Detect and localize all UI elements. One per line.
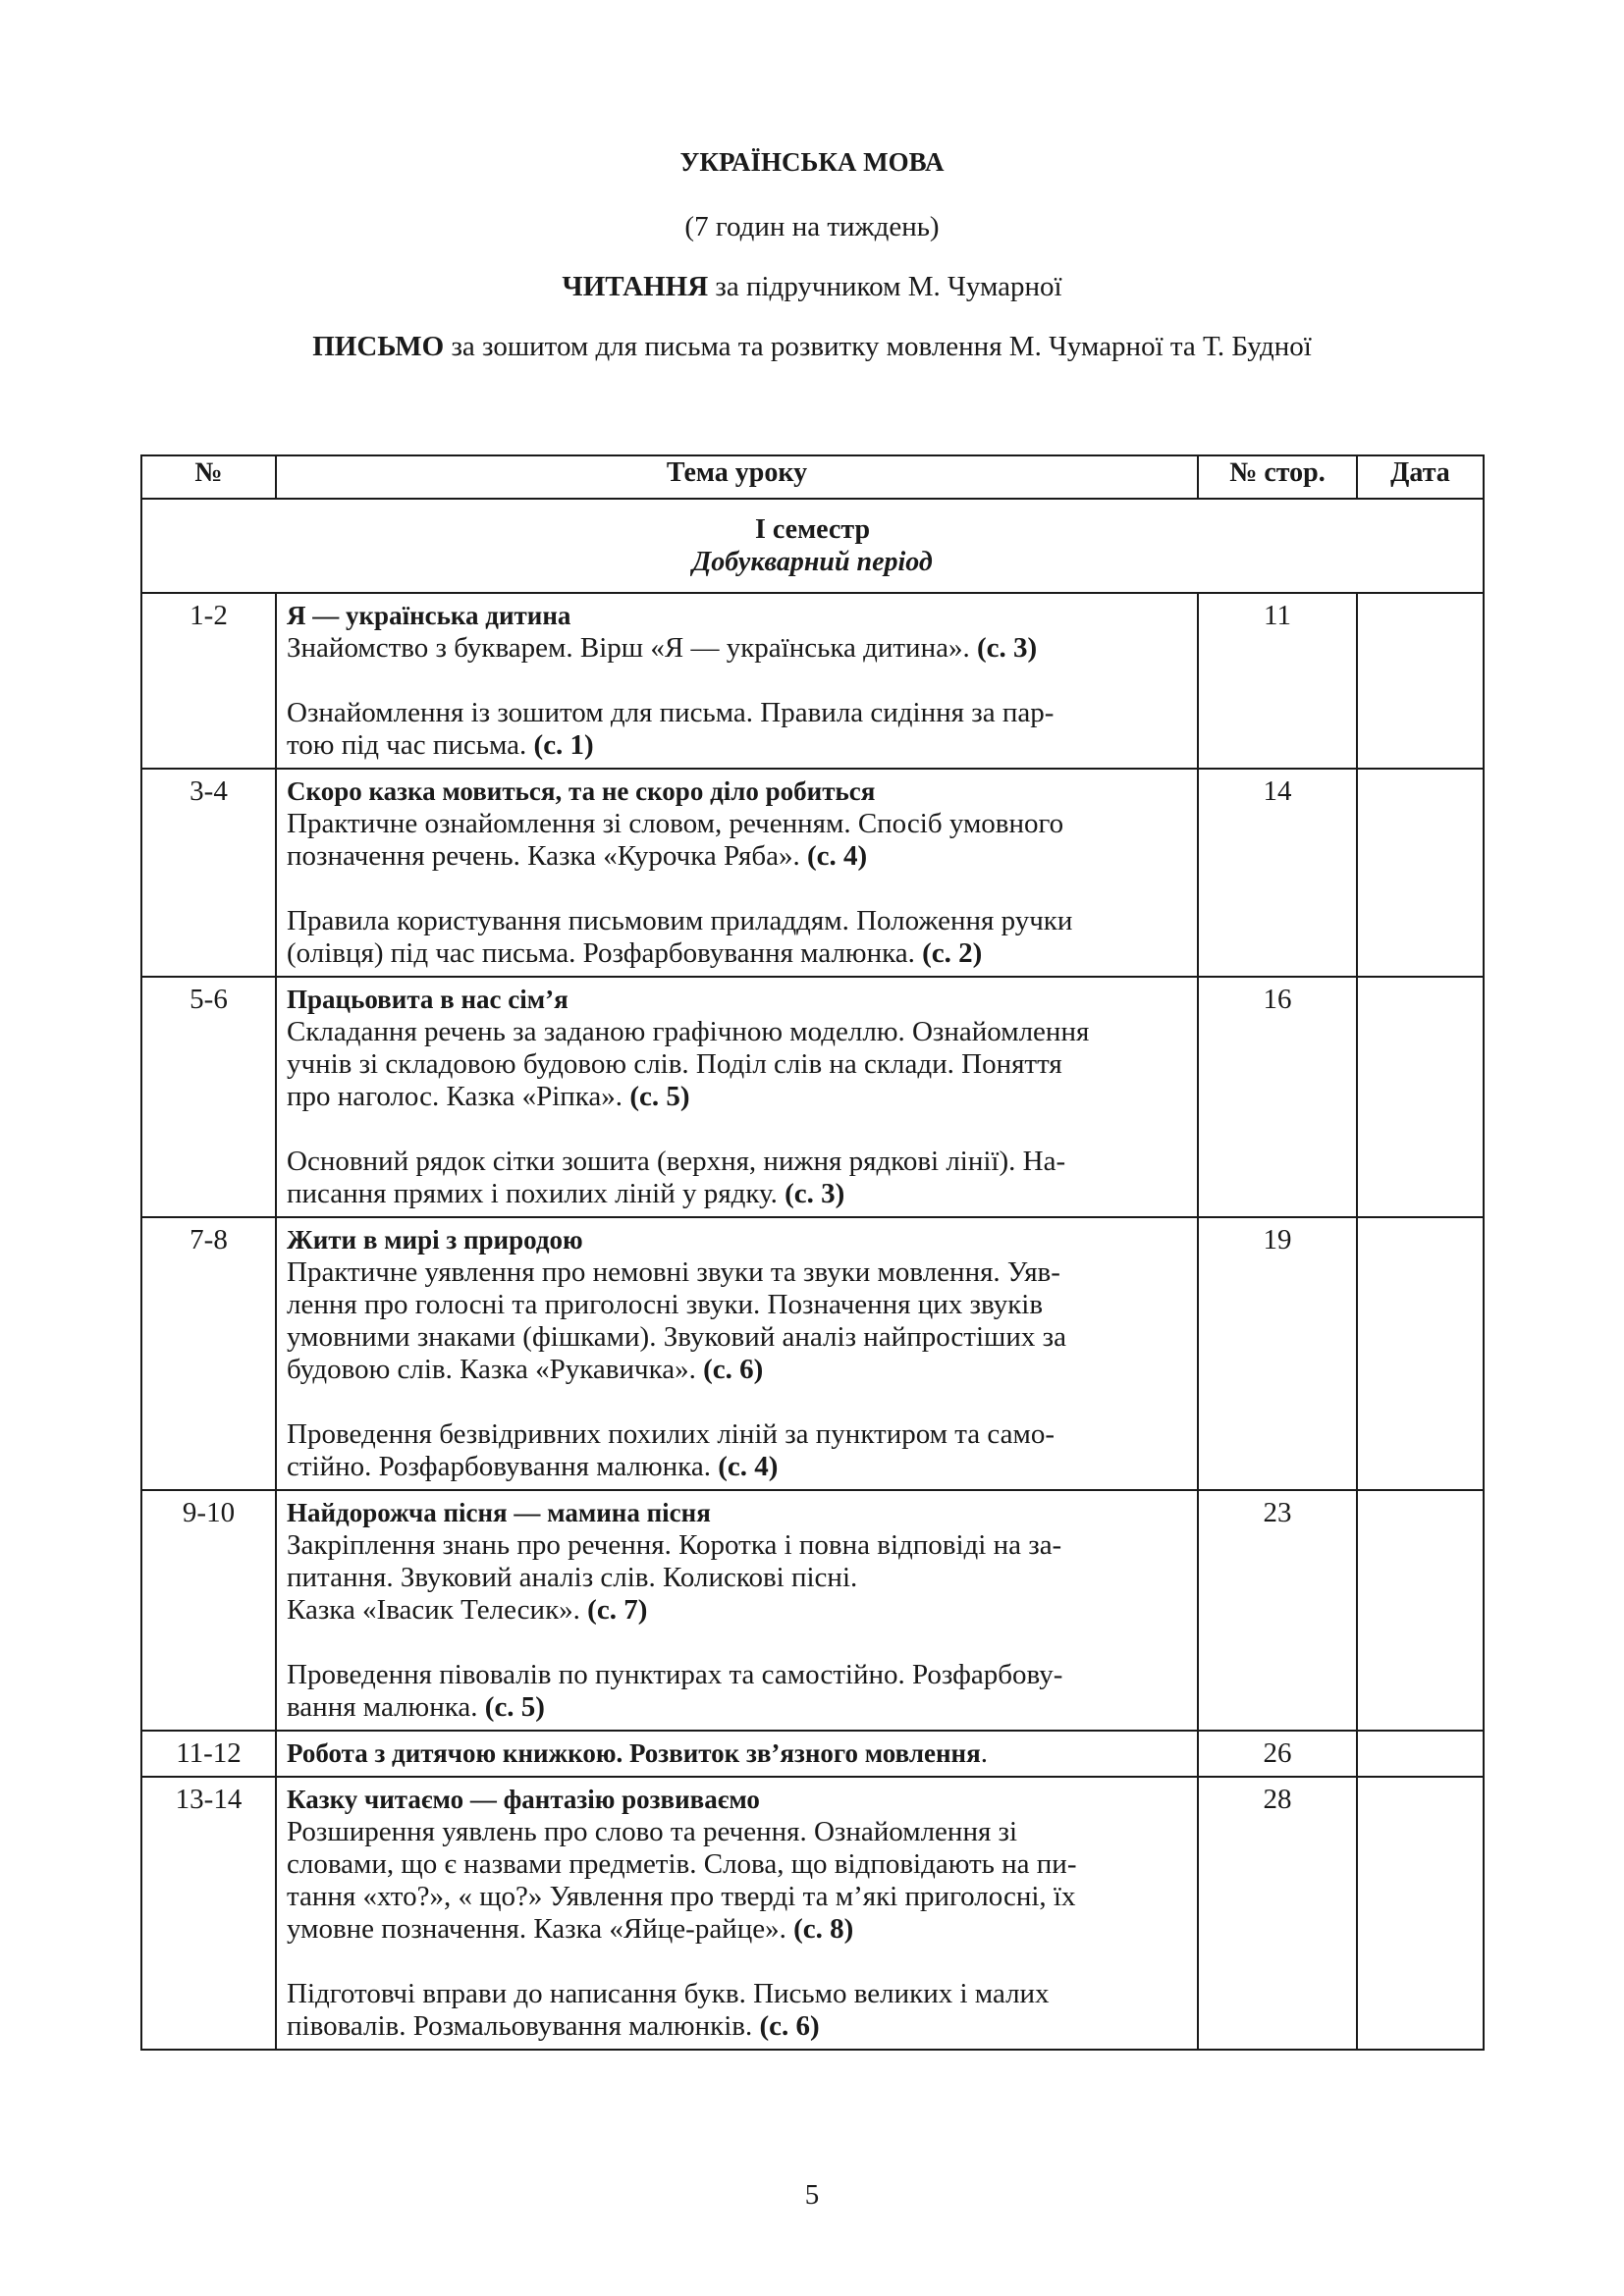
lesson-title-line (287, 1737, 1187, 1770)
reading-textbook-line (0, 271, 1624, 303)
writing-description-line: тою під час письма. (с. 1) (287, 729, 594, 761)
reading-description-line: Казка «Івасик Телесик». (с. 7) (287, 1594, 648, 1626)
reading-description-line: Закріплення знань про речення. Коротка і повна відповіді на за- (287, 1529, 1062, 1561)
page-reference: (с. 6) (703, 1354, 764, 1385)
lesson-topic-cell (276, 769, 1198, 977)
page-reference: (с. 7) (587, 1594, 648, 1626)
lesson-topic-cell (276, 1777, 1198, 2050)
date-cell (1357, 977, 1484, 1217)
page-reference: (с. 4) (806, 840, 868, 872)
writing-description-line: Підготовчі вправи до написання букв. Письмо великих і малих (287, 1978, 1050, 2009)
lesson-number-cell: 13-14 (141, 1777, 276, 2050)
semester-label: І семестр (754, 514, 871, 545)
lesson-topic-cell (276, 1731, 1198, 1777)
page-reference: (с. 3) (976, 632, 1038, 664)
reading-description-line: тання «хто?», « що?» Уявлення про тверді та м’які приголосні, їх (287, 1881, 1076, 1912)
lesson-number-cell: 9-10 (141, 1490, 276, 1731)
subject-title: УКРАЇНСЬКА МОВА (679, 147, 945, 177)
paragraph-gap (287, 873, 1187, 905)
writing-description-line: Проведення безвідривних похилих ліній за пунктиром та само- (287, 1418, 1056, 1450)
date-cell (1357, 769, 1484, 977)
lesson-title: Казку читаємо — фантазію розвиваємо (287, 1785, 760, 1814)
reading-description-line: умовне позначення. Казка «Яйце-райце». (с. 8) (287, 1913, 854, 1945)
lesson-title-tail: . (980, 1737, 988, 1769)
textbook-page-cell: 26 (1198, 1731, 1357, 1777)
lesson-plan-table (140, 454, 1485, 2051)
textbook-page-cell: 14 (1198, 769, 1357, 977)
reading-description-line: лення про голосні та приголосні звуки. Позначення цих звуків (287, 1289, 1044, 1320)
writing-label: ПИСЬМО (312, 331, 445, 362)
period-label: Добукварний період (692, 547, 933, 577)
reading-description-line: Практичне уявлення про немовні звуки та звуки мовлення. Уяв- (287, 1256, 1060, 1288)
date-cell (1357, 1731, 1484, 1777)
lesson-topic-cell (276, 593, 1198, 769)
lesson-topic-cell (276, 1217, 1198, 1490)
semester-cell (141, 499, 1484, 593)
lesson-title: Я — українська дитина (287, 601, 571, 630)
lesson-title: Скоро казка мовиться, та не скоро діло робиться (287, 776, 876, 806)
table-row (141, 1777, 1484, 2050)
table-row (141, 1490, 1484, 1731)
page-reference: (с. 5) (629, 1081, 690, 1112)
reading-description-line: позначення речень. Казка «Курочка Ряба». (с. 4) (287, 840, 868, 872)
textbook-page-cell: 23 (1198, 1490, 1357, 1731)
column-header-date: Дата (1357, 455, 1484, 499)
column-header-number: № (141, 455, 276, 499)
reading-source: за підручником М. Чумарної (708, 271, 1062, 302)
table-row (141, 593, 1484, 769)
semester-row (141, 499, 1484, 593)
textbook-page-cell: 19 (1198, 1217, 1357, 1490)
writing-description-line: стійно. Розфарбовування малюнка. (с. 4) (287, 1451, 779, 1482)
hours-per-week: (7 годин на тиждень) (684, 211, 940, 242)
lesson-number-cell: 5-6 (141, 977, 276, 1217)
column-header-page: № стор. (1198, 455, 1357, 499)
table-header-row (141, 455, 1484, 499)
writing-description-line: Правила користування письмовим приладдям. Положення ручки (287, 905, 1073, 936)
writing-description-line: півовалів. Розмальовування малюнків. (с. 6) (287, 2010, 820, 2042)
paragraph-gap (287, 665, 1187, 697)
lesson-title: Жити в мирі з природою (287, 1225, 583, 1255)
writing-description-line: вання малюнка. (с. 5) (287, 1691, 545, 1723)
paragraph-gap (287, 1946, 1187, 1978)
textbook-page-cell: 11 (1198, 593, 1357, 769)
page-reference: (с. 5) (484, 1691, 545, 1723)
table-row (141, 977, 1484, 1217)
lesson-number-cell: 11-12 (141, 1731, 276, 1777)
date-cell (1357, 1490, 1484, 1731)
reading-description-line: будовою слів. Казка «Рукавичка». (с. 6) (287, 1354, 764, 1385)
reading-description-line: учнів зі складовою будовою слів. Поділ слів на склади. Поняття (287, 1048, 1062, 1080)
writing-description-line: писання прямих і похилих ліній у рядку. (с. 3) (287, 1178, 845, 1209)
writing-notebook-line (0, 331, 1624, 363)
reading-label: ЧИТАННЯ (562, 271, 709, 302)
page-reference: (с. 6) (759, 2010, 820, 2042)
writing-description-line: (олівця) під час письма. Розфарбовування малюнка. (с. 2) (287, 937, 983, 969)
column-header-topic: Тема уроку (276, 455, 1198, 499)
page-reference: (с. 4) (718, 1451, 779, 1482)
table-row (141, 769, 1484, 977)
lesson-title: Робота з дитячою книжкою. Розвиток зв’язного мовлення (287, 1738, 981, 1768)
textbook-page-cell: 28 (1198, 1777, 1357, 2050)
page-number: 5 (804, 2179, 820, 2211)
date-cell (1357, 1777, 1484, 2050)
paragraph-gap (287, 1113, 1187, 1146)
page-reference: (с. 1) (533, 729, 594, 761)
reading-description-line: Практичне ознайомлення зі словом, реченням. Спосіб умовного (287, 808, 1064, 839)
date-cell (1357, 593, 1484, 769)
reading-description-line: питання. Звуковий аналіз слів. Колискові пісні. (287, 1562, 858, 1593)
reading-description-line: про наголос. Казка «Ріпка». (с. 5) (287, 1081, 690, 1112)
page-reference: (с. 3) (785, 1178, 845, 1209)
table-row (141, 1217, 1484, 1490)
paragraph-gap (287, 1627, 1187, 1659)
lesson-topic-cell (276, 1490, 1198, 1731)
lesson-title: Працьовита в нас сім’я (287, 985, 568, 1014)
reading-description-line: Складання речень за заданою графічною моделлю. Ознайомлення (287, 1016, 1090, 1047)
writing-source: за зошитом для письма та розвитку мовлення М. Чумарної та Т. Будної (444, 331, 1312, 362)
lesson-topic-cell (276, 977, 1198, 1217)
table-row (141, 1731, 1484, 1777)
lesson-title: Найдорожча пісня — мамина пісня (287, 1498, 711, 1527)
date-cell (1357, 1217, 1484, 1490)
page-reference: (с. 2) (922, 937, 983, 969)
writing-description-line: Ознайомлення із зошитом для письма. Правила сидіння за пар- (287, 697, 1055, 728)
reading-description-line: Розширення уявлень про слово та речення. Ознайомлення зі (287, 1816, 1018, 1847)
reading-description-line: умовними знаками (фішками). Звуковий аналіз найпростіших за (287, 1321, 1066, 1353)
reading-description-line: словами, що є назвами предметів. Слова, що відповідають на пи- (287, 1848, 1077, 1880)
textbook-page-cell: 16 (1198, 977, 1357, 1217)
reading-description-line: Знайомство з букварем. Вірш «Я — українська дитина». (с. 3) (287, 632, 1038, 664)
lesson-number-cell: 3-4 (141, 769, 276, 977)
lesson-number-cell: 7-8 (141, 1217, 276, 1490)
lesson-number-cell: 1-2 (141, 593, 276, 769)
paragraph-gap (287, 1386, 1187, 1418)
page-reference: (с. 8) (793, 1913, 854, 1945)
writing-description-line: Проведення півовалів по пунктирах та самостійно. Розфарбову- (287, 1659, 1063, 1690)
writing-description-line: Основний рядок сітки зошита (верхня, нижня рядкові лінії). На- (287, 1146, 1066, 1177)
